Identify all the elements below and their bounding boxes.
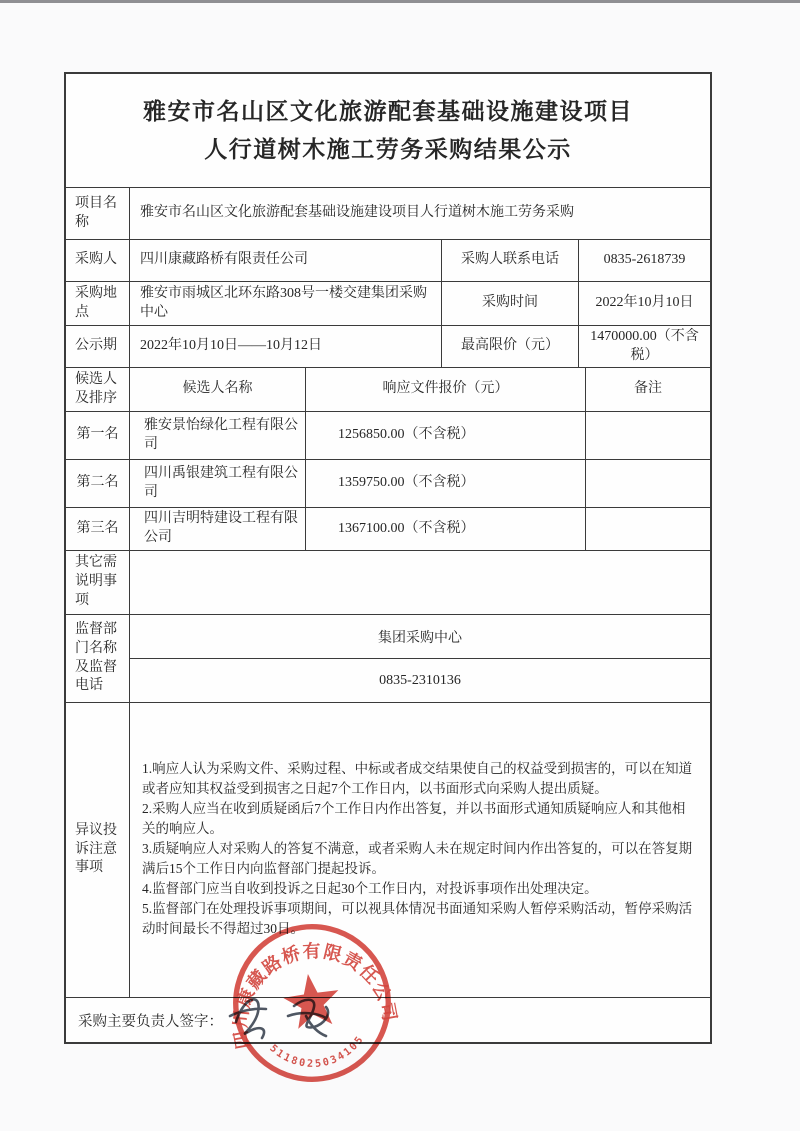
candidate-name: 雅安景怡绿化工程有限公司 [130,412,306,459]
candidate-price: 1367100.00（不含税） [306,508,586,550]
location-label: 采购地点 [66,282,130,325]
candidate-name: 四川禹银建筑工程有限公司 [130,460,306,507]
time-value: 2022年10月10日 [595,295,694,311]
supervision-values [130,615,710,702]
project-name-label: 项目名称 [66,188,130,239]
row-publicity [66,326,710,368]
location-value: 雅安市雨城区北环东路308号一楼交建集团采购中心 [130,282,442,325]
project-name-value: 雅安市名山区文化旅游配套基础设施建设项目人行道树木施工劳务采购 [140,205,574,221]
candidate-rank: 第二名 [66,460,130,507]
purchaser-phone-value: 0835-2618739 [603,252,686,268]
signature-label: 采购主要负责人签字： [78,1013,223,1030]
title-line-1: 雅安市名山区文化旅游配套基础设施建设项目 [143,98,633,124]
candidate-name: 四川吉明特建设工程有限公司 [130,508,306,550]
supervision-phone: 0835-2310136 [379,672,461,688]
objection-label: 异议投诉注意事项 [66,703,130,997]
purchaser-label: 采购人 [66,240,130,281]
purchaser-value: 四川康藏路桥有限责任公司 [130,240,442,281]
candidate-remark [586,412,710,459]
supervision-department: 集团采购中心 [130,615,710,659]
candidate-rank: 第一名 [66,412,130,459]
candidate-remark [586,508,710,550]
supervision-label: 监督部门名称及监督电话 [66,615,130,702]
scan-edge-artifact [0,0,800,3]
candidates-rank-header: 候选人及排序 [66,368,130,411]
max-price-label: 最高限价（元） [442,326,579,367]
objection-item-1: 1.响应人认为采购文件、采购过程、中标或者成交结果使自己的权益受到损害的，可以在知道或者应知其权益受到损害之日起7个工作日内，以书面形式向采购人提出质疑。 [142,761,693,796]
time-label: 采购时间 [442,282,579,325]
objection-item-3: 3.质疑响应人对采购人的答复不满意，或者采购人未在规定时间内作出答复的，可以在答复期满后15个工作日内向监督部门提起投诉。 [142,840,693,876]
objection-item-5: 5.监督部门在处理投诉事项期间，可以视具体情况书面通知采购人暂停采购活动，暂停采购活动时间最长不得超过30日。 [142,900,693,936]
publicity-value: 2022年10月10日——10月12日 [130,326,442,367]
candidate-price: 1256850.00（不含税） [306,412,586,459]
row-location [66,282,710,326]
candidates-header-row [66,368,710,412]
table-row [66,508,710,551]
title-line-2: 人行道树木施工劳务采购结果公示 [204,136,572,162]
company-seal [213,904,412,1103]
seal-company-text: 四川康藏路桥有限责任公司 [230,940,400,1051]
candidates-remark-header: 备注 [634,381,662,397]
other-notes-label: 其它需说明事项 [66,551,130,614]
document-title [66,74,710,188]
row-other-notes [66,551,710,615]
purchaser-phone-label: 采购人联系电话 [442,240,579,281]
candidates-name-header: 候选人名称 [130,368,306,411]
candidate-price: 1359750.00（不含税） [306,460,586,507]
candidate-rank: 第三名 [66,508,130,550]
table-row [66,460,710,508]
objection-item-4: 4.监督部门应当自收到投诉之日起30个工作日内，对投诉事项作出处理决定。 [142,880,598,896]
procurement-result-table [64,72,712,1044]
max-price-value: 1470000.00（不含税） [590,328,699,363]
candidates-price-header: 响应文件报价（元） [306,368,586,411]
seal-code-text: 5118025034105 [267,1032,367,1070]
row-project-name [66,188,710,240]
seal-star-icon [280,970,343,1030]
candidate-remark [586,460,710,507]
row-supervision [66,615,710,703]
row-purchaser [66,240,710,282]
publicity-label: 公示期 [66,326,130,367]
table-row [66,412,710,460]
other-notes-value [130,551,710,614]
objection-item-2: 2.采购人应当在收到质疑函后7个工作日内作出答复，并以书面形式通知质疑响应人和其他相关的响应人。 [142,800,686,836]
